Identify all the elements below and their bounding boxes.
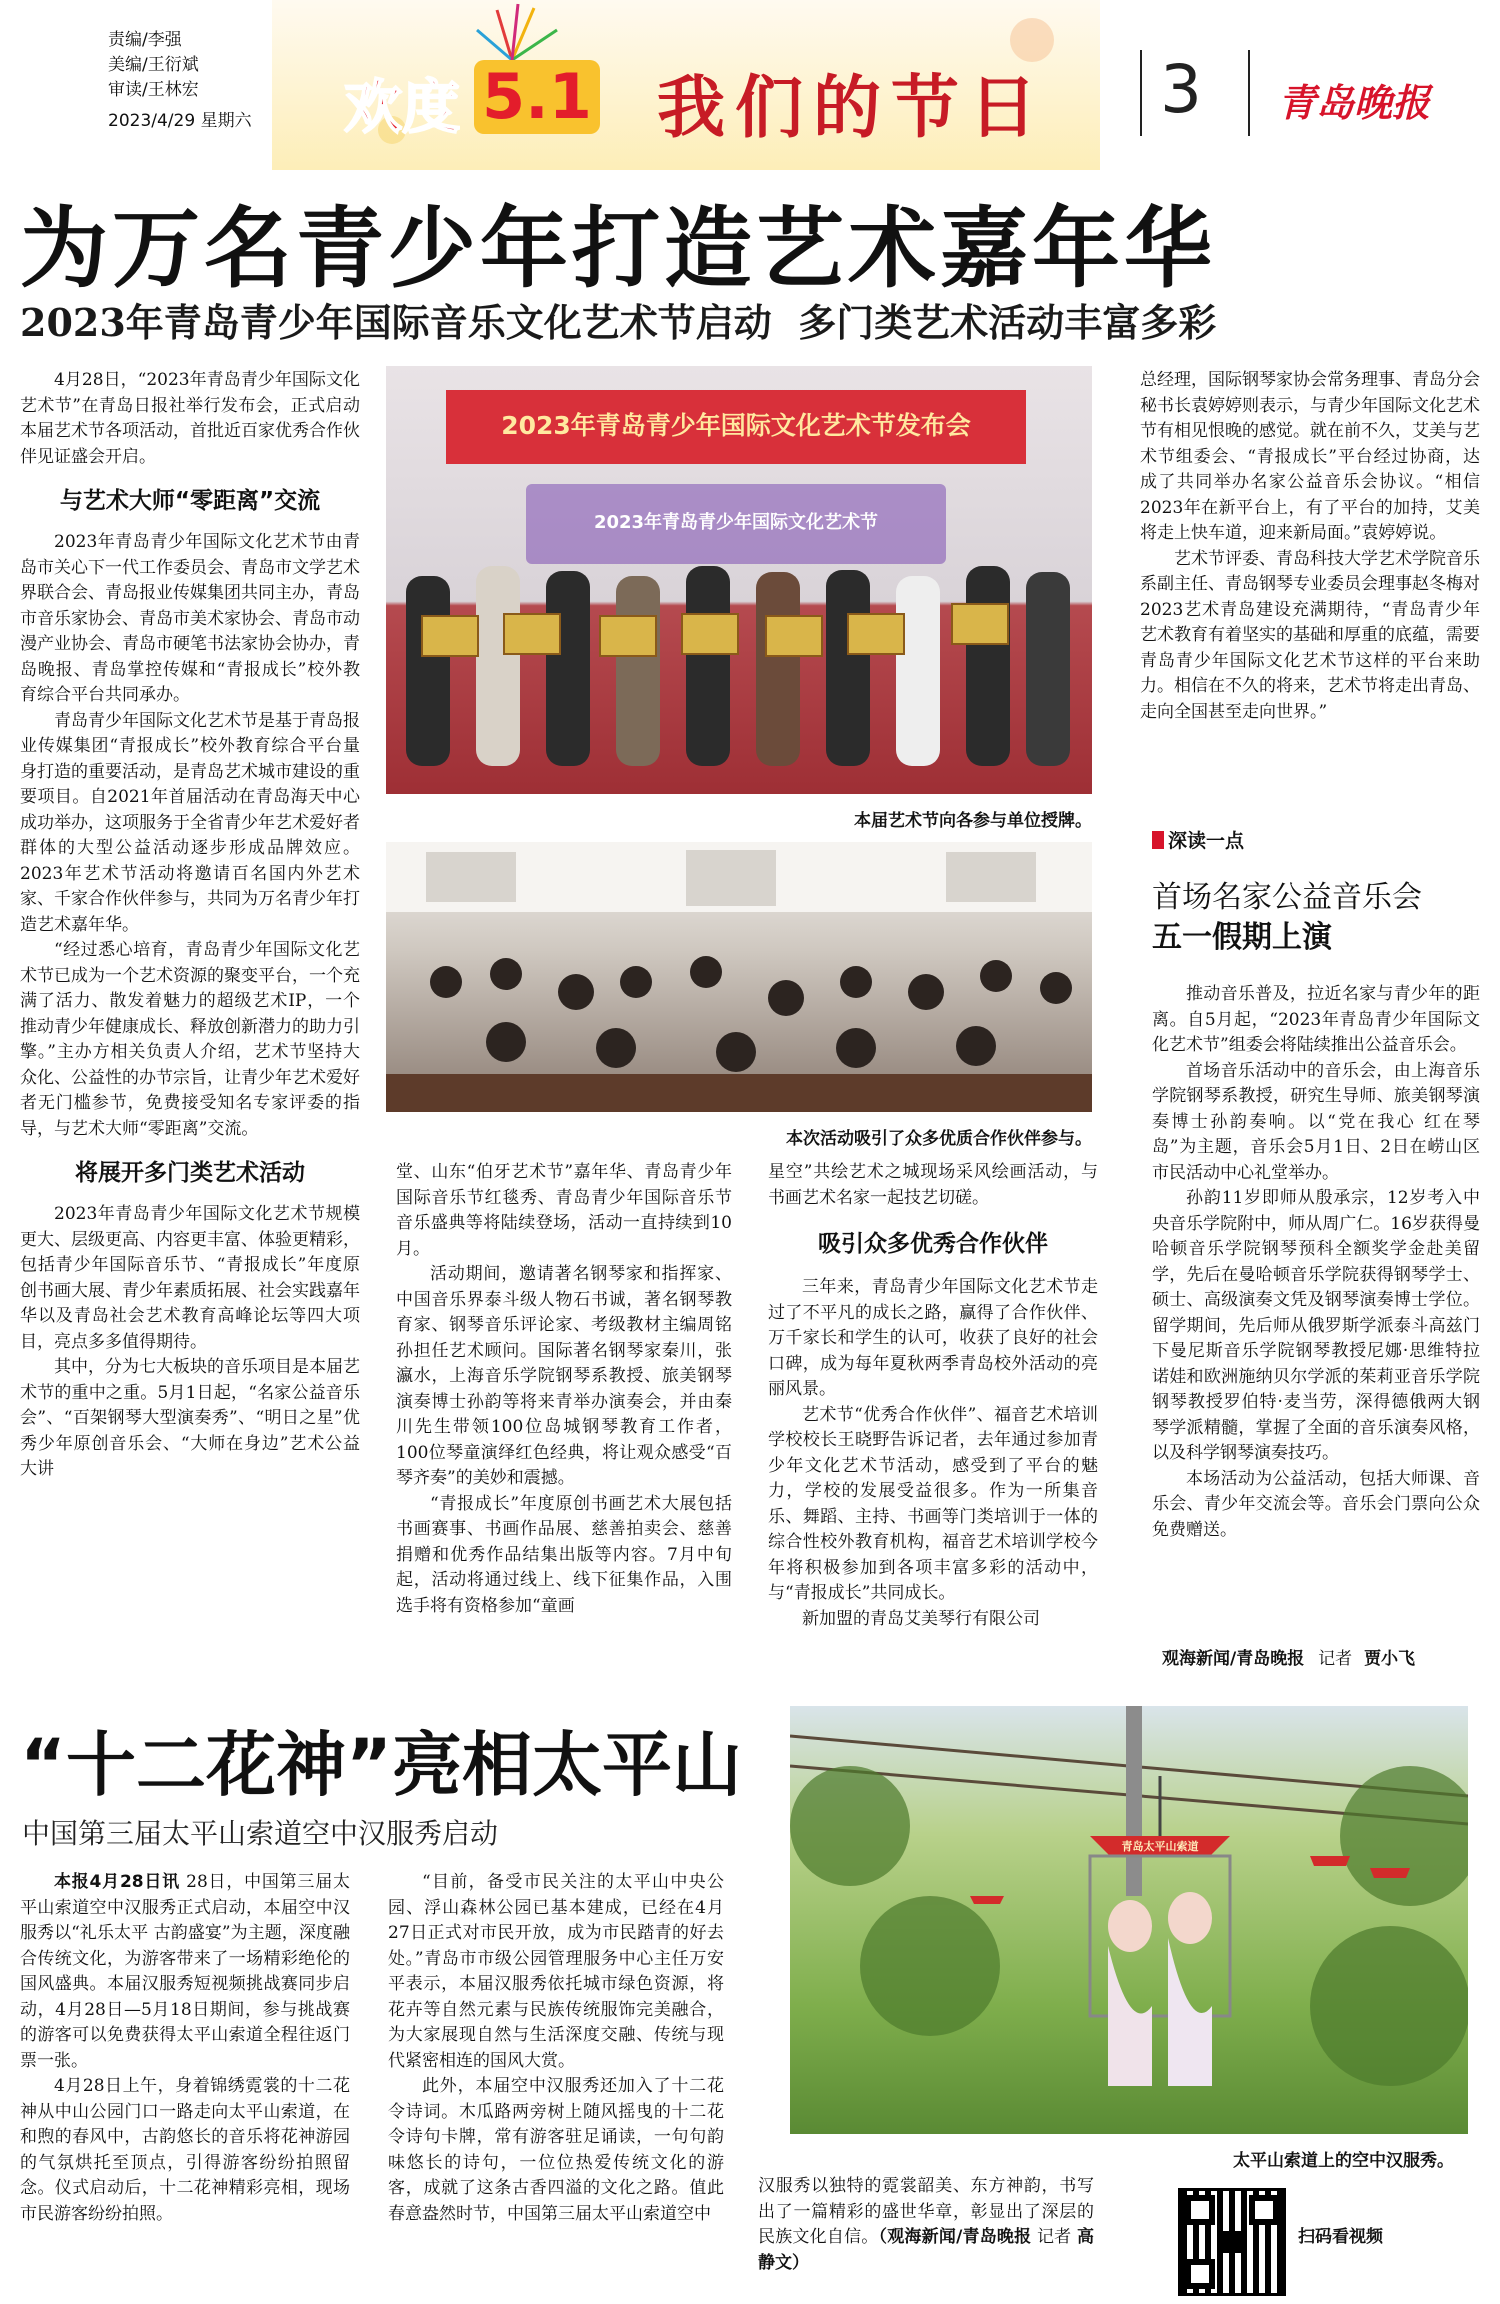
article2-paragraph: 此外，本届空中汉服秀还加入了十二花令诗词。木瓜路两旁树上随风摇曳的十二花令诗句卡牌，常有游客驻足诵读，一句句韵味悠长的诗句，一位位热爱传统文化的游客，成就了这条古香四溢的文化之路。值此春意盎然时节，中国第三届太平山索道空中 [388, 2076, 724, 2224]
ceremony-backdrop-text: 2023年青岛青少年国际文化艺术节 [593, 512, 879, 533]
article2-lead-text: 28日，中国第三届太平山索道空中汉服秀正式启动，本届空中汉服秀以“礼乐太平 古韵盛宴”为主题，深度融合传统文化，为游客带来了一场精彩绝伦的国风盛典。本届汉服秀短视频挑战赛同步启动，4月28日—5月18日期间，参与挑战赛的游客可以免费获得太平山索道全程往返门票一张。 [20, 1872, 350, 2071]
article1-paragraph: 三年来，青岛青少年国际文化艺术节走过了不平凡的成长之路，赢得了合作伙伴、万千家长和学生的认可，收获了良好的社会口碑，成为每年夏秋两季青岛校外活动的亮丽风景。 [768, 1277, 1098, 1399]
sidebar-byline [1162, 1644, 1415, 1669]
article1-paragraph: 活动期间，邀请著名钢琴家和指挥家、中国音乐界泰斗级人物石书诚，著名钢琴教育家、钢琴音乐评论家、考级教材主编周铭孙担任艺术顾问。国际著名钢琴家秦川，张瀛水，上海音乐学院钢琴系教授、旅美钢琴演奏博士孙韵等将来青举办演奏会，并由秦川先生带领100位岛城钢琴教育工作者，100位琴童演绎红色经典，将让观众感受“百琴齐奏”的美妙和震撼。 [396, 1264, 732, 1488]
article1-paragraph: 其中，分为七大板块的音乐项目是本届艺术节的重中之重。5月1日起，“名家公益音乐会”、“百架钢琴大型演奏秀”、“明日之星”优秀少年原创音乐会、“大师在身边”艺术公益大讲 [20, 1357, 360, 1479]
article1-headline: 为万名青少年打造艺术嘉年华 [20, 197, 1217, 300]
sidebar-paragraph: 首场音乐活动中的音乐会，由上海音乐学院钢琴系教授，研究生导师、旅美钢琴演奏博士孙韵奏响。以“党在我心 红在琴岛”为主题，音乐会5月1日、2日在崂山区市民活动中心礼堂举办。 [1152, 1060, 1480, 1183]
qr-center-patch [1221, 2231, 1243, 2253]
article2-column-1 [20, 1870, 350, 2290]
sidebar-title-line1: 首场名家公益音乐会 [1152, 880, 1422, 915]
article1-paragraph: “青报成长”年度原创书画艺术大展包括书画赛事、书画作品展、慈善拍卖会、慈善捐赠和优秀作品结集出版等内容。7月中旬起，活动将通过线上、线下征集作品，入围选手将有资格参加“童画 [396, 1493, 732, 1616]
article1-column-4 [1140, 368, 1480, 818]
issue-date: 2023/4/29 星期六 [108, 111, 252, 131]
ceremony-banner-text: 2023年青岛青少年国际文化艺术节发布会 [501, 411, 971, 440]
article2-column-3 [758, 2174, 1094, 2294]
sidebar-byline-source: 观海新闻/青岛晚报 [1162, 1649, 1305, 1669]
article2-byline-label: 记者 [1036, 2227, 1072, 2247]
cable-car-scene [790, 1706, 1468, 2134]
article2-closing-text: 汉服秀以独特的霓裳韶美、东方神韵，书写出了一篇精彩的盛世华章，彰显出了深层的民族文化自信。 [758, 2176, 1094, 2247]
sidebar-tag [1152, 828, 1244, 854]
article1-paragraph: 艺术节“优秀合作伙伴”、福音艺术培训学校校长王晓野告诉记者，去年通过参加青少年文化艺术节活动，感受到了平台的魅力，学校的发展受益很多。作为一所集音乐、舞蹈、主持、书画等门类培训于一体的综合性校外教育机构，福音艺术培训学校今年将积极参加到各项丰富多彩的活动中，与“青报成长”共同成长。 [768, 1404, 1098, 1603]
article2-paragraph: “目前，备受市民关注的太平山中央公园、浮山森林公园已基本建成，已经在4月27日正式对市民开放，成为市民踏青的好去处。”青岛市市级公园管理服务中心主任万安平表示，本届汉服秀依托城市绿色资源，将花卉等自然元素与民族传统服饰完美融合，为大家展现自然与生活深度交融、传统与现代紧密相连的国风大赏。 [388, 1872, 724, 2071]
audience-photo-caption: 本次活动吸引了众多优质合作伙伴参与。 [786, 1129, 1092, 1149]
article2-headline: “十二花神”亮相太平山 [20, 1724, 743, 1806]
reviewer-credit: 审读/王林宏 [108, 80, 199, 100]
article1-paragraph: 总经理，国际钢琴家协会常务理事、青岛分会秘书长袁婷婷则表示，与青少年国际文化艺术节有相见恨晚的感觉。就在前不久，艾美与艺术节组委会、“青报成长”平台经过协商，达成了共同举办名家公益音乐会协议。“相信2023年在新平台上，有了平台的加持，艾美将走上快车道，迎来新局面。”袁婷婷说。 [1140, 370, 1480, 543]
article1-paragraph: 堂、山东“伯牙艺术节”嘉年华、青岛青少年国际音乐节红毯秀、青岛青少年国际音乐节音乐盛典等将陆续登场，活动一直持续到10月。 [396, 1162, 732, 1259]
cable-car-photo [790, 1706, 1468, 2134]
award-ceremony-photo [386, 366, 1092, 794]
masthead-credits [108, 28, 252, 134]
article2-paragraph: 4月28日上午，身着锦绣霓裳的十二花神从中山公园门口一路走向太平山索道，在和煦的春风中，古韵悠长的音乐将花神游园的气氛烘托至顶点，引得游客纷纷拍照留念。仪式启动后，十二花神精彩亮相，现场市民游客纷纷拍照。 [20, 2076, 350, 2224]
article2-column-2 [388, 1870, 724, 2290]
qr-code[interactable] [1178, 2188, 1286, 2296]
audience-scene [386, 842, 1092, 1112]
sidebar-body [1152, 982, 1480, 1662]
article1-paragraph: 星空”共绘艺术之城现场采风绘画活动，与书画艺术名家一起技艺切磋。 [768, 1162, 1098, 1208]
article2-byline-reporter: 高静文） [758, 2227, 1094, 2273]
qr-label: 扫码看视频 [1298, 2227, 1383, 2247]
sidebar-tag-marker [1152, 831, 1164, 849]
article1-paragraph: 2023年青岛青少年国际文化艺术节由青岛市关心下一代工作委员会、青岛市文学艺术界联合会、青岛报业传媒集团共同主办，青岛市音乐家协会、青岛市美术家协会、青岛市动漫产业协会、青岛市硬笔书法家协会协办，青岛晚报、青岛掌控传媒和“青报成长”校外教育综合平台共同承办。 [20, 532, 360, 705]
article1-paragraph: “经过悉心培育，青岛青少年国际文化艺术节已成为一个艺术资源的聚变平台，一个充满了活力、散发着魅力的超级艺术IP，一个推动青少年健康成长、释放创新潜力的助力引擎。”主办方相关负责人介绍，艺术节坚持大众化、公益性的办节宗旨，让青少年艺术爱好者无门槛参节，免费接受知名专家评委的指导，与艺术大师“零距离”交流。 [20, 940, 360, 1139]
gondola-roof-label: 青岛太平山索道 [1121, 1840, 1199, 1853]
award-photo-caption: 本届艺术节向各参与单位授牌。 [854, 811, 1092, 831]
banner-welcome-text: 欢度 [344, 73, 461, 141]
article1-column-3 [768, 1160, 1098, 1686]
sidebar-paragraph: 孙韵11岁即师从殷承宗，12岁考入中央音乐学院附中，师从周广仁。16岁获得曼哈顿音乐学院钢琴预科全额奖学金赴美留学，先后在曼哈顿音乐学院获得钢琴学士、硕士、高级演奏文凭及钢琴演奏博士学位。留学期间，先后师从俄罗斯学派泰斗高兹门下曼尼斯音乐学院钢琴教授尼娜·思维特拉诺娃和欧洲施纳贝尔学派的茱莉亚音乐学院钢琴教授罗伯特·麦当劳，深得德俄两大钢琴学派精髓，掌握了全面的音乐演奏风格，以及科学钢琴演奏技巧。 [1152, 1188, 1480, 1463]
sidebar-title [1152, 878, 1422, 958]
masthead-divider-right [1248, 50, 1250, 136]
article2-paragraph [758, 2174, 1094, 2276]
designer-credit: 美编/王衍斌 [108, 55, 199, 75]
cable-car-photo-caption: 太平山索道上的空中汉服秀。 [1233, 2151, 1454, 2171]
editor-credit: 责编/李强 [108, 30, 182, 50]
article2-paragraph [20, 1870, 350, 2074]
article1-paragraph: 2023年青岛青少年国际文化艺术节规模更大、层级更高、内容更丰富、体验更精彩，包括青少年国际音乐节、“青报成长”年度原创书画大展、青少年素质拓展、社会实践嘉年华以及青岛社会艺术教育高峰论坛等四大项目，亮点多多值得期待。 [20, 1204, 360, 1352]
article2-byline-source: （观海新闻/青岛晚报 [878, 2227, 1032, 2247]
page-number: 3 [1160, 51, 1202, 128]
paper-name-logo: 青岛晚报 [1278, 80, 1431, 125]
sidebar-tag-text: 深读一点 [1168, 830, 1245, 852]
article1-subhead-masters: 与艺术大师“零距离”交流 [59, 488, 321, 514]
banner-holiday-number: 5.1 [474, 60, 600, 134]
masthead-divider-left [1140, 50, 1142, 136]
qr-finder-top-left [1185, 2195, 1215, 2225]
article1-column-1 [20, 368, 360, 1686]
article1-paragraph: 艺术节评委、青岛科技大学艺术学院音乐系副主任、青岛钢琴专业委员会理事赵冬梅对2023艺术青岛建设充满期待，“青岛青少年艺术教育有着坚实的基础和厚重的底蕴，需要青岛青少年国际文化艺术节这样的平台来助力。相信在不久的将来，艺术节将走出青岛、走向全国甚至走向世界。” [1140, 548, 1480, 722]
article1-column-2 [396, 1160, 732, 1686]
sidebar-paragraph: 推动音乐普及，拉近名家与青少年的距离。自5月起，“2023年青岛青少年国际文化艺术节”组委会将陆续推出公益音乐会。 [1152, 984, 1480, 1055]
article2-dateline: 本报4月28日讯 [54, 1872, 180, 1892]
article1-lead: 4月28日，“2023年青岛青少年国际文化艺术节”在青岛日报社举行发布会，正式启动本届艺术节各项活动，首批近百家优秀合作伙伴见证盛会开启。 [20, 370, 360, 467]
sidebar-paragraph: 本场活动为公益活动，包括大师课、音乐会、青少年交流会等。音乐会门票向公众免费赠送。 [1152, 1468, 1480, 1540]
qr-finder-top-right [1249, 2195, 1279, 2225]
article1-paragraph: 青岛青少年国际文化艺术节是基于青岛报业传媒集团“青报成长”校外教育综合平台量身打造的重要活动，是青岛艺术城市建设的重要项目。自2021年首届活动在青岛海天中心成功举办，这项服务于全省青少年艺术爱好者群体的大型公益活动逐步形成品牌效应。2023年艺术节活动将邀请百名国内外艺术家、千家合作伙伴参与，共同为万名青少年打造艺术嘉年华。 [20, 710, 360, 935]
holiday-banner [272, 0, 1100, 170]
article1-paragraph: 新加盟的青岛艾美琴行有限公司 [802, 1608, 1040, 1629]
article2-subheadline: 中国第三届太平山索道空中汉服秀启动 [22, 1817, 499, 1850]
article1-subhead-partners: 吸引众多优秀合作伙伴 [818, 1231, 1048, 1257]
banner-slogan: 我们的节日 [657, 68, 1048, 148]
qr-finder-bottom-left [1185, 2259, 1215, 2289]
sidebar-byline-reporter: 贾小飞 [1364, 1649, 1416, 1669]
sidebar-title-line2: 五一假期上演 [1152, 920, 1332, 955]
sidebar-byline-label: 记者 [1318, 1649, 1353, 1669]
article1-subheadline: 2023年青岛青少年国际音乐文化艺术节启动 多门类艺术活动丰富多彩 [20, 300, 1217, 345]
article1-subhead-activities: 将展开多门类艺术活动 [75, 1160, 305, 1186]
audience-photo [386, 842, 1092, 1112]
